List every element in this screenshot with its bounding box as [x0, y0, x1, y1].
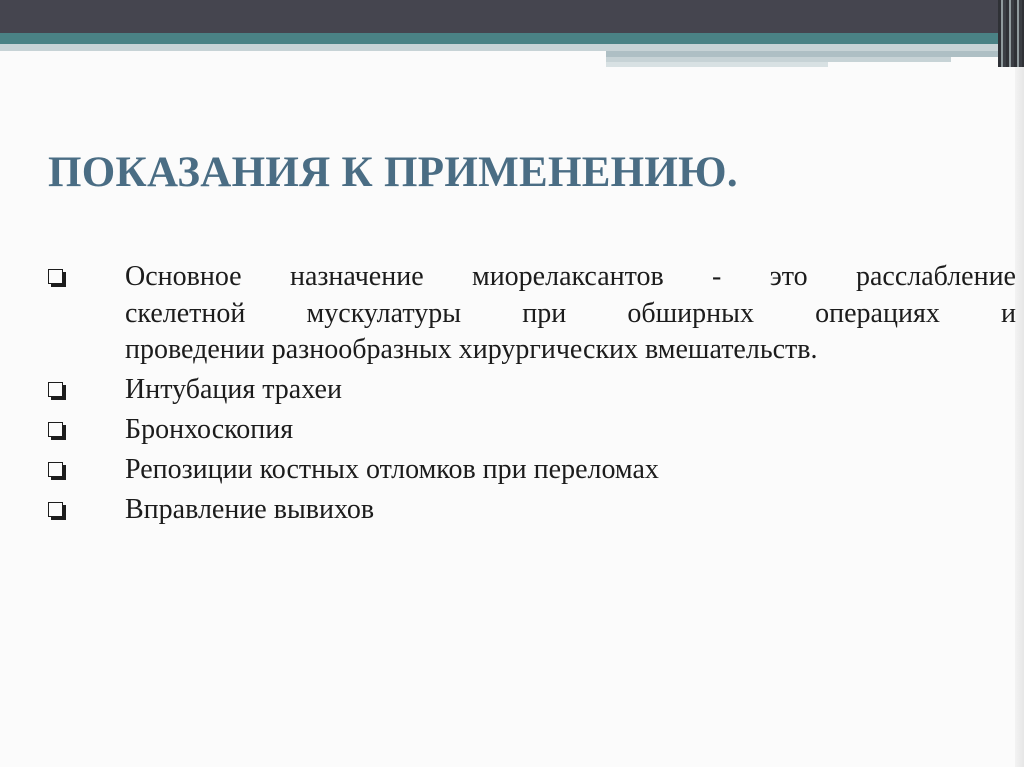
bullet-line: Бронхоскопия	[125, 414, 294, 445]
bullet-line: Вправление вывихов	[125, 494, 375, 525]
checkbox-bullet-icon	[48, 422, 63, 437]
bullet-line: проведении разнообразных хирургических вмешательств.	[125, 334, 818, 365]
bullet-item	[48, 372, 1016, 409]
header-band-dark	[0, 0, 1024, 33]
bullet-line: Основное назначение миорелаксантов - это расслабление	[125, 261, 1016, 292]
bullet-line: скелетной мускулатуры при обширных операциях и	[125, 297, 1016, 329]
checkbox-bullet-icon	[48, 502, 63, 517]
bullet-item	[48, 452, 1016, 489]
bullet-list	[48, 259, 1016, 532]
checkbox-bullet-icon	[48, 462, 63, 477]
bullet-item	[48, 259, 1016, 369]
bullet-item	[48, 412, 1016, 449]
header-band-edge	[998, 0, 1024, 67]
checkbox-bullet-icon	[48, 269, 63, 284]
slide-title: ПОКАЗАНИЯ К ПРИМЕНЕНИЮ.	[48, 149, 738, 196]
checkbox-bullet-icon	[48, 382, 63, 397]
bullet-line: Интубация трахеи	[125, 374, 342, 405]
bullet-item	[48, 492, 1016, 529]
header-band-teal	[0, 33, 1024, 44]
header-band-light	[0, 44, 1024, 51]
slide-right-edge	[1015, 67, 1024, 767]
bullet-line: Репозиции костных отломков при переломах	[125, 454, 659, 485]
header-band-accent-3	[606, 62, 828, 67]
